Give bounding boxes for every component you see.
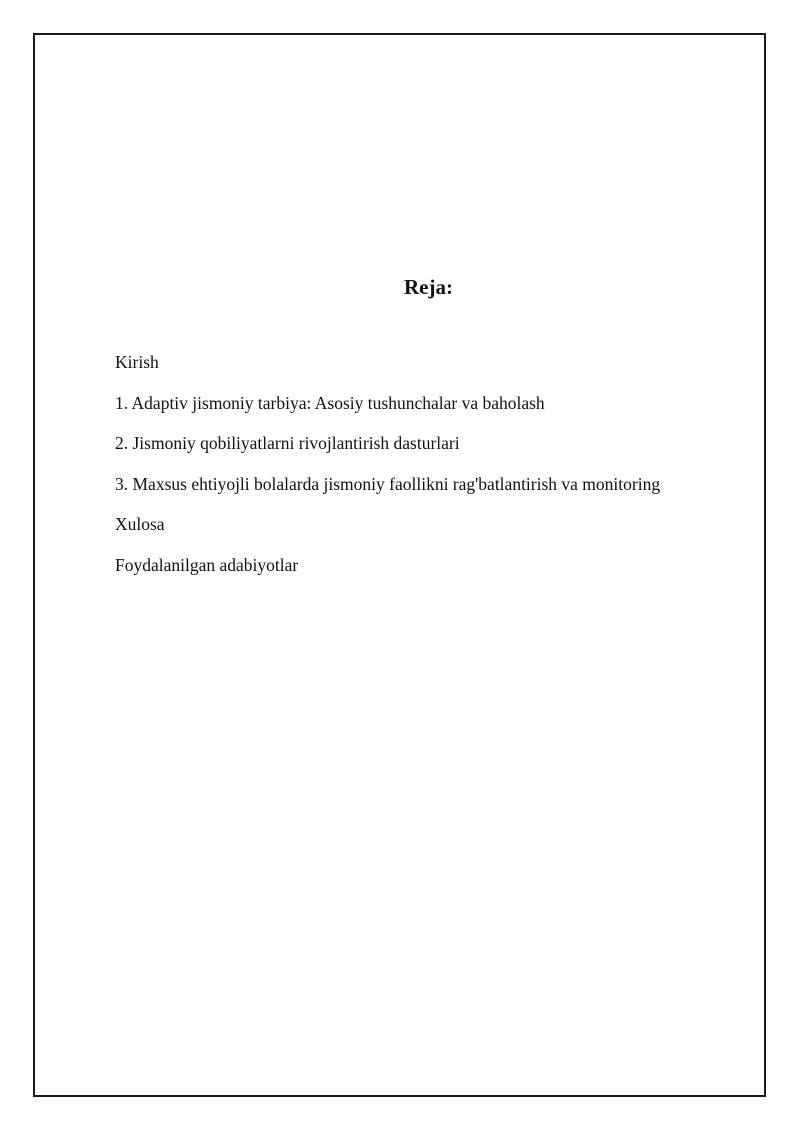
toc-item-references: Foydalanilgan adabiyotlar xyxy=(115,554,299,575)
toc-item-chapter-1: 1. Adaptiv jismoniy tarbiya: Asosiy tushunchalar va baholash xyxy=(115,392,545,413)
toc-item-chapter-2: 2. Jismoniy qobiliyatlarni rivojlantirish dasturlari xyxy=(115,433,460,454)
toc-item-introduction: Kirish xyxy=(115,352,159,372)
page-title: Reja: xyxy=(404,275,453,299)
toc-item-conclusion: Xulosa xyxy=(115,514,165,535)
table-of-contents xyxy=(115,350,660,594)
toc-item-chapter-3: 3. Maxsus ehtiyojli bolalarda jismoniy faollikni rag'batlantirish va monitoring xyxy=(115,473,661,494)
